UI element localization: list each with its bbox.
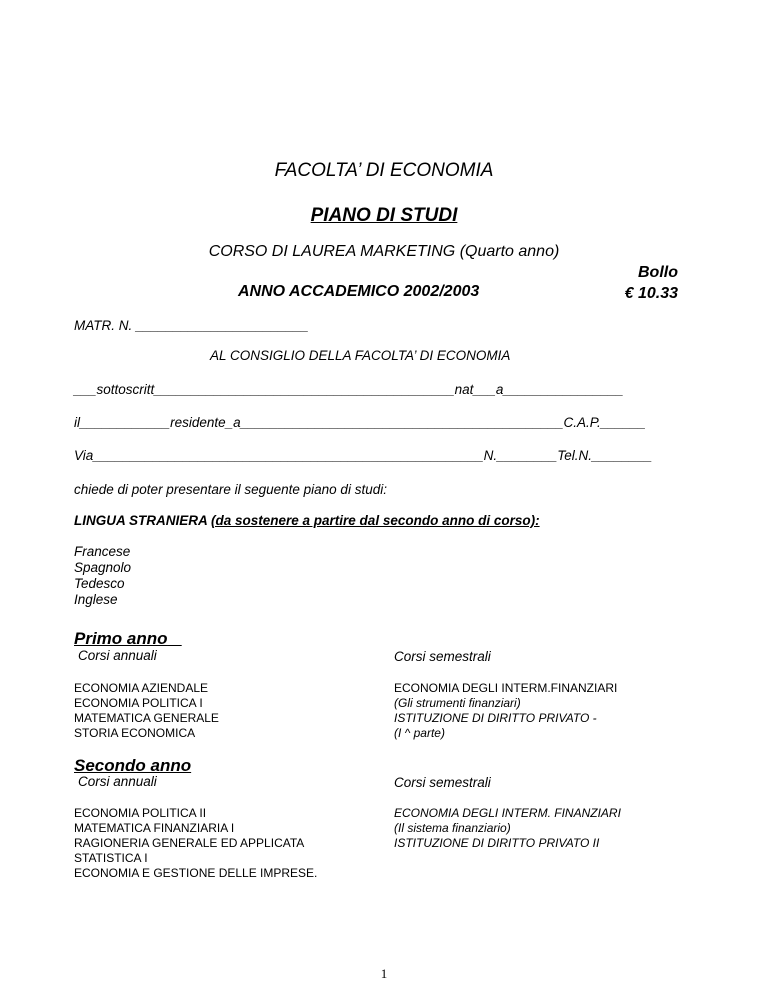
foreign-language-note: (da sostenere a partire dal secondo anno di corso):	[211, 513, 540, 528]
course-note: (I ^ parte)	[394, 726, 445, 740]
language-option[interactable]: Tedesco	[74, 576, 125, 591]
year-heading-second: Secondo anno	[74, 756, 192, 775]
academic-year: ANNO ACCADEMICO 2002/2003	[238, 283, 480, 300]
addressee-line: AL CONSIGLIO DELLA FACOLTA’ DI ECONOMIA	[210, 348, 511, 363]
request-text: chiede di poter presentare il seguente piano di studi:	[74, 482, 387, 497]
matriculation-field[interactable]: MATR. N. _______________________	[74, 318, 309, 333]
semester-courses-list	[394, 806, 621, 851]
annual-courses-header: Corsi annuali	[78, 648, 157, 663]
course-note: (Gli strumenti finanziari)	[394, 696, 521, 710]
signatory-name-field[interactable]: ___sottoscritt________________________________________nat___a________________	[74, 382, 624, 397]
course-item: ECONOMIA DEGLI INTERM.FINANZIARI	[394, 681, 618, 695]
foreign-language-heading	[74, 513, 540, 528]
course-item: ECONOMIA DEGLI INTERM. FINANZIARI	[394, 806, 621, 820]
course-item: ISTITUZIONE DI DIRITTO PRIVATO II	[394, 836, 600, 850]
year-heading-first: Primo anno	[74, 629, 168, 648]
course-item: STATISTICA I	[74, 851, 148, 865]
faculty-heading: FACOLTA’ DI ECONOMIA	[274, 160, 494, 181]
course-item: RAGIONERIA GENERALE ED APPLICATA	[74, 836, 305, 850]
course-subtitle: CORSO DI LAUREA MARKETING (Quarto anno)	[208, 243, 560, 260]
address-phone-field[interactable]: Via____________________________________________________N.________Tel.N.________	[74, 448, 653, 463]
language-option[interactable]: Inglese	[74, 592, 118, 607]
stamp-amount: € 10.33	[624, 285, 678, 302]
page-number: 1	[380, 966, 388, 981]
course-item: ECONOMIA AZIENDALE	[74, 681, 209, 695]
course-item: ECONOMIA POLITICA II	[74, 806, 207, 820]
stamp-box	[625, 262, 678, 304]
semester-courses-list	[394, 681, 617, 741]
course-item: ISTITUZIONE DI DIRITTO PRIVATO -	[394, 711, 597, 725]
annual-courses-list	[74, 806, 317, 881]
course-item: MATEMATICA GENERALE	[74, 711, 219, 725]
stamp-label: Bollo	[638, 264, 678, 281]
language-option[interactable]: Spagnolo	[74, 560, 132, 575]
foreign-language-label: LINGUA STRANIERA	[74, 513, 211, 528]
course-item: ECONOMIA E GESTIONE DELLE IMPRESE.	[74, 866, 318, 880]
language-options	[74, 544, 131, 608]
course-item: MATEMATICA FINANZIARIA I	[74, 821, 235, 835]
language-option[interactable]: Francese	[74, 544, 131, 559]
document-title: PIANO DI STUDI	[310, 205, 458, 226]
course-item: ECONOMIA POLITICA I	[74, 696, 203, 710]
annual-courses-list	[74, 681, 219, 741]
annual-courses-header: Corsi annuali	[78, 774, 157, 789]
course-note: (Il sistema finanziario)	[394, 821, 511, 835]
semester-courses-header: Corsi semestrali	[394, 649, 491, 664]
semester-courses-header: Corsi semestrali	[394, 775, 491, 790]
course-item: STORIA ECONOMICA	[74, 726, 196, 740]
birthdate-residence-field[interactable]: il____________residente_a___________________________________________C.A.P.______	[74, 415, 646, 430]
